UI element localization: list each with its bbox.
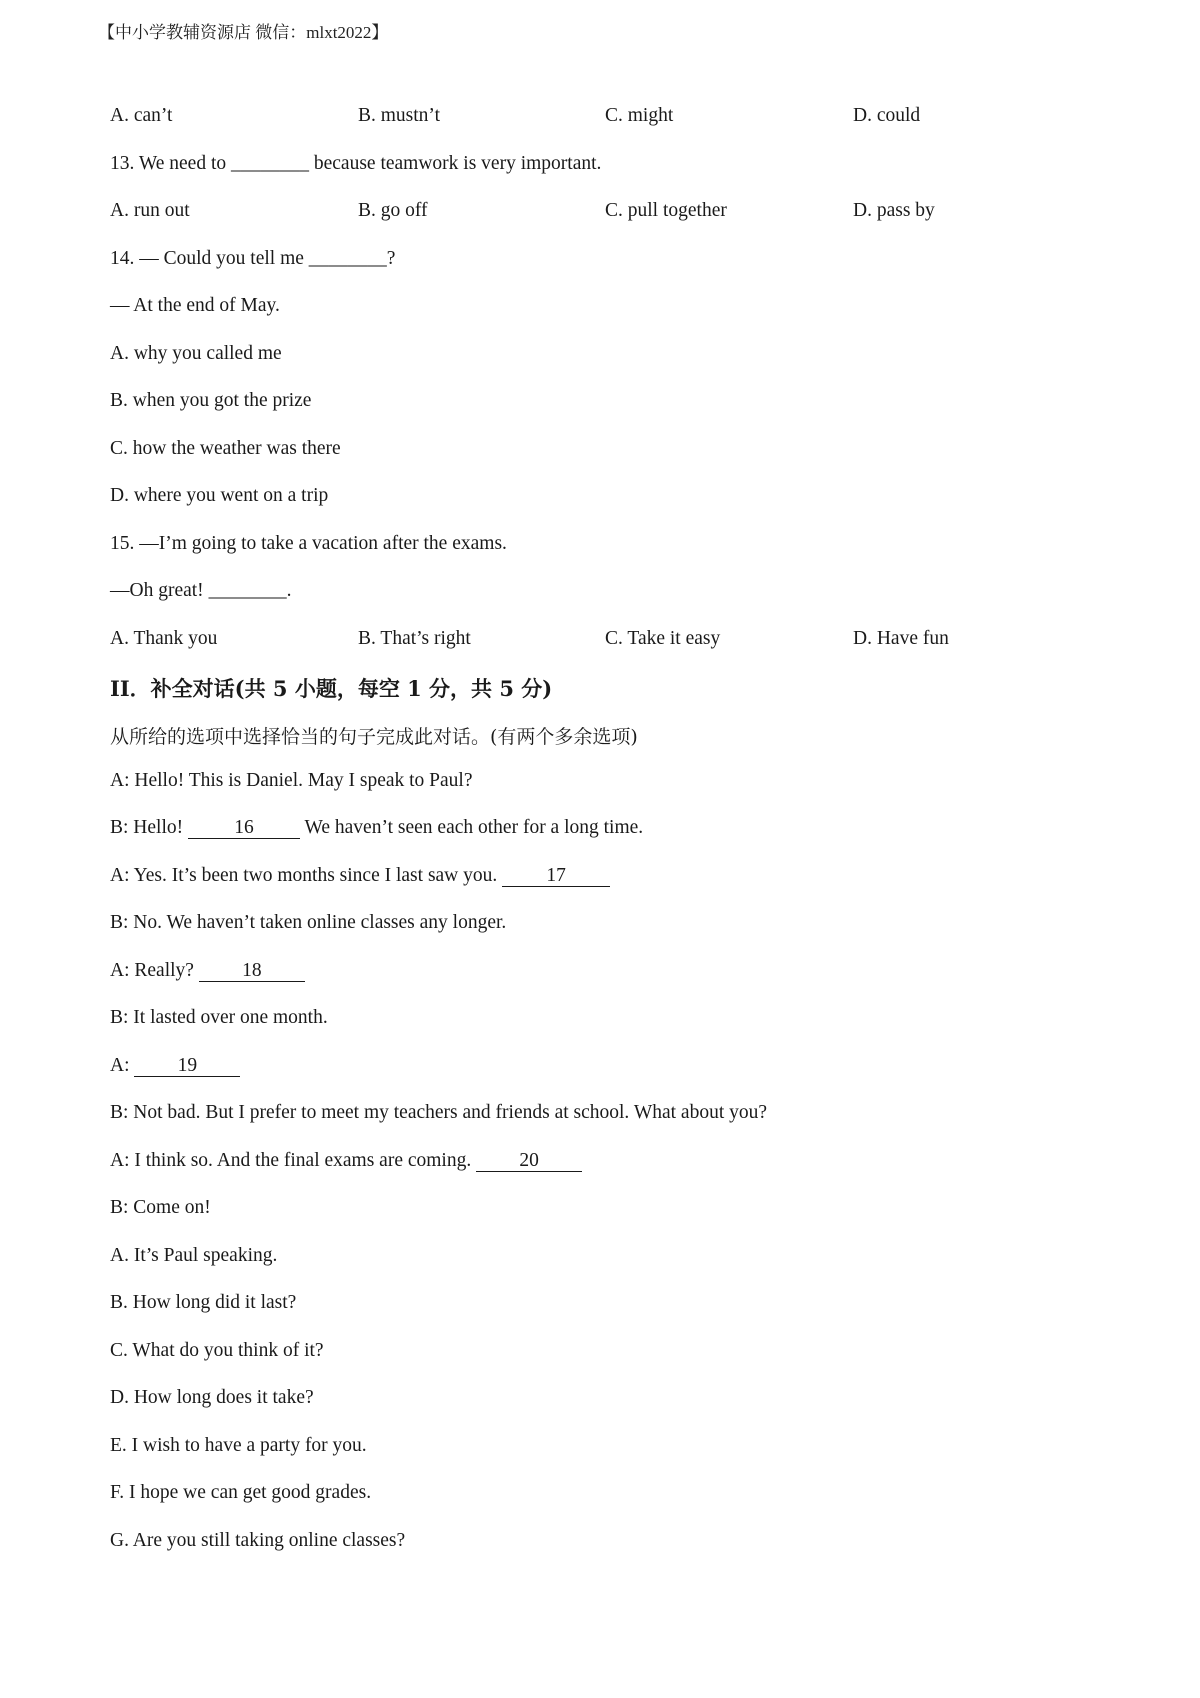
q13-option-a: A. run out: [110, 200, 190, 221]
page-header: 【中小学教辅资源店 微信：mlxt2022】: [98, 23, 389, 42]
q15-line2-post: .: [286, 580, 292, 601]
q13-options: [110, 199, 1010, 223]
q15-option-c: C. Take it easy: [605, 628, 721, 649]
dialogue-line-2-post: We haven’t seen each other for a long time.: [300, 817, 644, 838]
choice-f: F. I hope we can get good grades.: [110, 1482, 372, 1503]
q13-stem-post: because teamwork is very important.: [309, 153, 602, 174]
dialogue-line-5-pre: A: Really?: [110, 960, 199, 981]
dialogue-line-8: B: Not bad. But I prefer to meet my teachers and friends at school. What about you?: [110, 1102, 768, 1123]
q15-line2-pre: —Oh great!: [110, 580, 209, 601]
dialogue-line-9: [110, 1149, 582, 1173]
blank-16: 16: [188, 818, 300, 839]
dialogue-line-3: [110, 864, 610, 888]
q15-option-a: A. Thank you: [110, 628, 218, 649]
dialogue-line-6: B: It lasted over one month.: [110, 1007, 328, 1028]
choice-a: A. It’s Paul speaking.: [110, 1245, 278, 1266]
q12-options: [110, 104, 1010, 128]
dialogue-line-4: B: No. We haven’t taken online classes any longer.: [110, 912, 507, 933]
choice-d: D. How long does it take?: [110, 1387, 314, 1408]
q13-option-c: C. pull together: [605, 200, 727, 221]
dialogue-line-3-pre: A: Yes. It’s been two months since I last saw you.: [110, 865, 503, 886]
dialogue-line-7: [110, 1054, 240, 1078]
dialogue-line-10: B: Come on!: [110, 1197, 211, 1218]
blank-18: 18: [199, 961, 305, 982]
q14-option-d: D. where you went on a trip: [110, 485, 329, 506]
q12-option-d: D. could: [853, 105, 921, 126]
choice-g: G. Are you still taking online classes?: [110, 1530, 406, 1551]
blank-19: 19: [134, 1056, 240, 1077]
blank-20: 20: [476, 1151, 582, 1172]
q15-line2: [110, 579, 291, 603]
choice-b: B. How long did it last?: [110, 1292, 297, 1313]
q14-option-b: B. when you got the prize: [110, 390, 312, 411]
dialogue-line-7-pre: A:: [110, 1055, 135, 1076]
dialogue-line-2-pre: B: Hello!: [110, 817, 188, 838]
q13-option-d: D. pass by: [853, 200, 935, 221]
q13-stem: [110, 152, 601, 176]
q13-stem-pre: 13. We need to: [110, 153, 231, 174]
q14-stem: [110, 247, 395, 271]
q15-options: [110, 627, 1010, 651]
q15-line1: 15. —I’m going to take a vacation after the exams.: [110, 533, 507, 554]
q14-option-c: C. how the weather was there: [110, 438, 341, 459]
choice-c: C. What do you think of it?: [110, 1340, 324, 1361]
q14-stem-pre: 14. — Could you tell me: [110, 248, 309, 269]
q15-blank: ________: [208, 580, 287, 601]
q14-answer: — At the end of May.: [110, 295, 280, 316]
q14-stem-post: ?: [386, 248, 396, 269]
q12-option-b: B. mustn’t: [358, 105, 440, 126]
q15-option-b: B. That’s right: [358, 628, 471, 649]
dialogue-line-1: A: Hello! This is Daniel. May I speak to Paul?: [110, 770, 473, 791]
dialogue-line-2: [110, 816, 643, 840]
q12-option-a: A. can’t: [110, 105, 173, 126]
choice-e: E. I wish to have a party for you.: [110, 1435, 367, 1456]
q15-option-d: D. Have fun: [853, 628, 949, 649]
q14-option-a: A. why you called me: [110, 343, 282, 364]
q13-option-b: B. go off: [358, 200, 428, 221]
section-title: II．补全对话(共 5 小题，每空 1 分，共 5 分): [110, 676, 553, 701]
dialogue-line-5: [110, 959, 305, 983]
dialogue-line-9-pre: A: I think so. And the final exams are coming.: [110, 1150, 477, 1171]
q13-blank: ________: [231, 153, 309, 174]
q14-blank: ________: [308, 248, 387, 269]
section-instruction: 从所给的选项中选择恰当的句子完成此对话。(有两个多余选项): [110, 726, 638, 748]
blank-17: 17: [502, 866, 610, 887]
q12-option-c: C. might: [605, 105, 674, 126]
